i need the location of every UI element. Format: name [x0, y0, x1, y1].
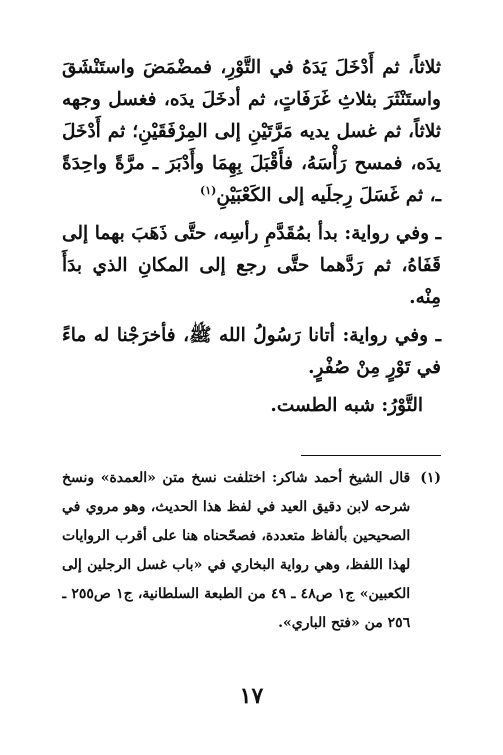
paragraph-hadith-text — [62, 52, 441, 212]
paragraph-hadith-body: ثلاثاً، ثم أَدْخَلَ يَدَهُ في التَّوْرِ، فمضْمَضَ واستَنْشَقَ واستَنْثَرَ بثلاثِ غَرَفَاتٍ، ثم أدخَلَ يدَه، فغسل وجهه ثلاثاً، ثم غسل يديه مَرَّتَيْنِ إلى المِرْفَقَيْنِ؛ ثم أَدْخَلَ يدَه، فمسح رَأْسَهُ، فأَقْبَلَ بِهِمَا وأَدْبَرَ ـ مرَّةً واحِدَةً ـ، ثم غَسَلَ رِجلَيه إلى الكَعْبَيْنِ — [62, 57, 441, 206]
footnote-number: (١) — [420, 470, 441, 486]
footnote-divider — [301, 455, 441, 456]
paragraph-narration-3: ـ وفي رواية: أتانا رَسُولُ الله ﷺ، فأخرَجْنا له ماءً في تَوْرٍ مِنْ صُفْرٍ. — [62, 325, 441, 378]
footnote — [62, 464, 441, 638]
paragraph-definition: التَّوْرُ: شبه الطست. — [270, 395, 423, 416]
paragraph-narration-2: ـ وفي رواية: بدأ بمُقَدَّمِ رأسِه، حتَّى ذَهَبَ بهما إلى قَفَاهُ، ثم رَدَّهما حتَّى رجع إلى المكانِ الذي بدَأَ مِنْه. — [62, 223, 441, 308]
main-text — [62, 52, 441, 428]
footnote-text: قال الشيخ أحمد شاكر: اختلفت نسخ متن «العمدة» ونسخ شرحه لابن دقيق العيد في لفظ هذا الحديث، وهو مروي في الصحيحين بألفاظ متعددة، فصحّحناه هنا على أقرب الروايات لهذا اللفظ، وهي رواية البخاري في «باب غسل الرجلين إلى الكعبين» ج١ ص٤٨ ـ ٤٩ من الطبعة السلطانية، ج١ ص٢٥٥ ـ ٢٥٦ من «فتح الباري». — [62, 470, 411, 631]
page-number: ١٧ — [239, 683, 264, 709]
footnote-reference: (١) — [200, 183, 217, 197]
